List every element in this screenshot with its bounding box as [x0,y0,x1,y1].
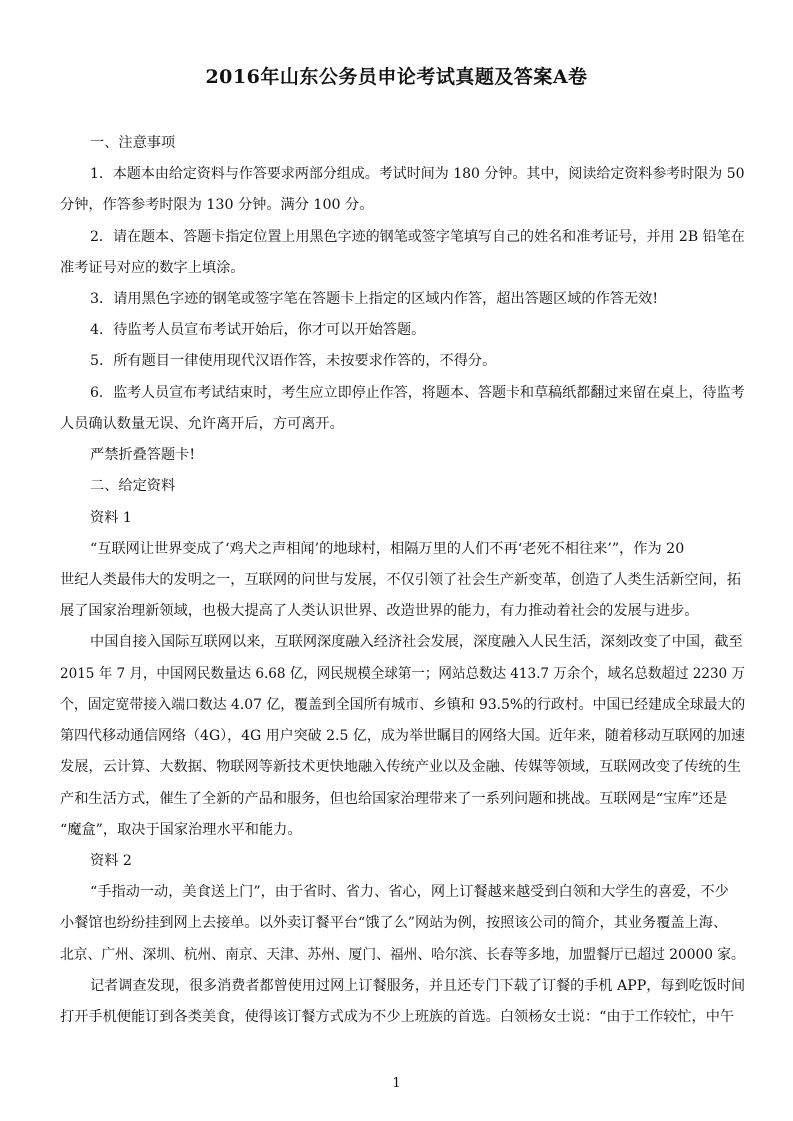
text-line: 发展，云计算、大数据、物联网等新技术更快地融入传统产业以及金融、传媒等领域，互联网改变了传统的生 [60,759,742,775]
page-number: 1 [392,1076,401,1091]
text-line: 2015 年 7 月，中国网民数量达 6.68 亿，网民规模全球第一；网站总数达 413.7 万余个，域名总数超过 2230 万 [60,666,745,682]
text-line: “魔盒”，取决于国家治理水平和能力。 [60,822,302,838]
text-line: 小餐馆也纷纷挂到网上去接单。以外卖订餐平台“饿了么”网站为例，按照该公司的简介，其业务覆盖上海、 [60,915,728,931]
text-line: 3．请用黑色字迹的钢笔或签字笔在答题卡上指定的区域内作答，超出答题区域的作答无效! [90,291,659,307]
text-line: “互联网让世界变成了‘鸡犬之声相闻’的地球村，相隔万里的人们不再‘老死不相往来’”，作为 20 [90,541,685,557]
section-heading-materials: 二、给定资料 [90,478,176,494]
text-line: “手指动一动，美食送上门”，由于省时、省力、省心，网上订餐越来越受到白领和大学生的喜爱，不少 [90,884,729,900]
text-line: 准考证号对应的数字上填涂。 [60,260,245,276]
text-line: 严禁折叠答题卡! [90,447,196,463]
material-heading: 资料 2 [90,853,132,869]
text-line: 记者调查发现，很多消费者都曾使用过网上订餐服务，并且还专门下载了订餐的手机 APP，每到吃饭时间 [90,978,746,994]
text-line: 中国自接入国际互联网以来，互联网深度融入经济社会发展，深度融入人民生活，深刻改变了中国，截至 [90,634,743,650]
text-line: 人员确认数量无误、允许离开后，方可离开。 [60,416,344,432]
material-heading: 资料 1 [90,510,132,526]
section-heading-notes: 一、注意事项 [90,135,176,151]
text-line: 2．请在题本、答题卡指定位置上用黑色字迹的钢笔或签字笔填写自己的姓名和准考证号，并用 2B 铅笔在 [90,229,745,245]
text-line: 产和生活方式，催生了全新的产品和服务，但也给国家治理带来了一系列问题和挑战。互联网是“宝库”还是 [60,791,728,807]
text-line: 4．待监考人员宣布考试开始后，你才可以开始答题。 [90,322,426,338]
text-line: 第四代移动通信网络（4G），4G 用户突破 2.5 亿，成为举世瞩目的网络大国。近年来，随着移动互联网的加速 [60,728,745,744]
text-line: 6．监考人员宣布考试结束时，考生应立即停止作答，将题本、答题卡和草稿纸都翻过来留在桌上，待监考 [90,385,745,401]
text-line: 世纪人类最伟大的发明之一，互联网的问世与发展，不仅引领了社会生产新变革，创造了人类生活新空间，拓 [60,572,742,588]
text-line: 1．本题本由给定资料与作答要求两部分组成。考试时间为 180 分钟。其中，阅读给定资料参考时限为 50 [90,166,745,182]
text-line: 展了国家治理新领域，也极大提高了人类认识世界、改造世界的能力，有力推动着社会的发展与进步。 [60,603,699,619]
text-line: 分钟，作答参考时限为 130 分钟。满分 100 分。 [60,197,374,213]
text-line: 北京、广州、深圳、杭州、南京、天津、苏州、厦门、福州、哈尔滨、长春等多地，加盟餐厅已超过 20000 家。 [60,947,745,963]
text-line: 5．所有题目一律使用现代汉语作答，未按要求作答的，不得分。 [90,353,497,369]
page-title: 2016年山东公务员申论考试真题及答案A卷 [205,66,588,88]
text-line: 打开手机便能订到各类美食，使得该订餐方式成为不少上班族的首选。白领杨女士说：“由于工作较忙，中午 [60,1009,735,1025]
text-line: 个，固定宽带接入端口数达 4.07 亿，覆盖到全国所有城市、乡镇和 93.5%的行政村。中国已经建成全球最大的 [60,697,746,713]
